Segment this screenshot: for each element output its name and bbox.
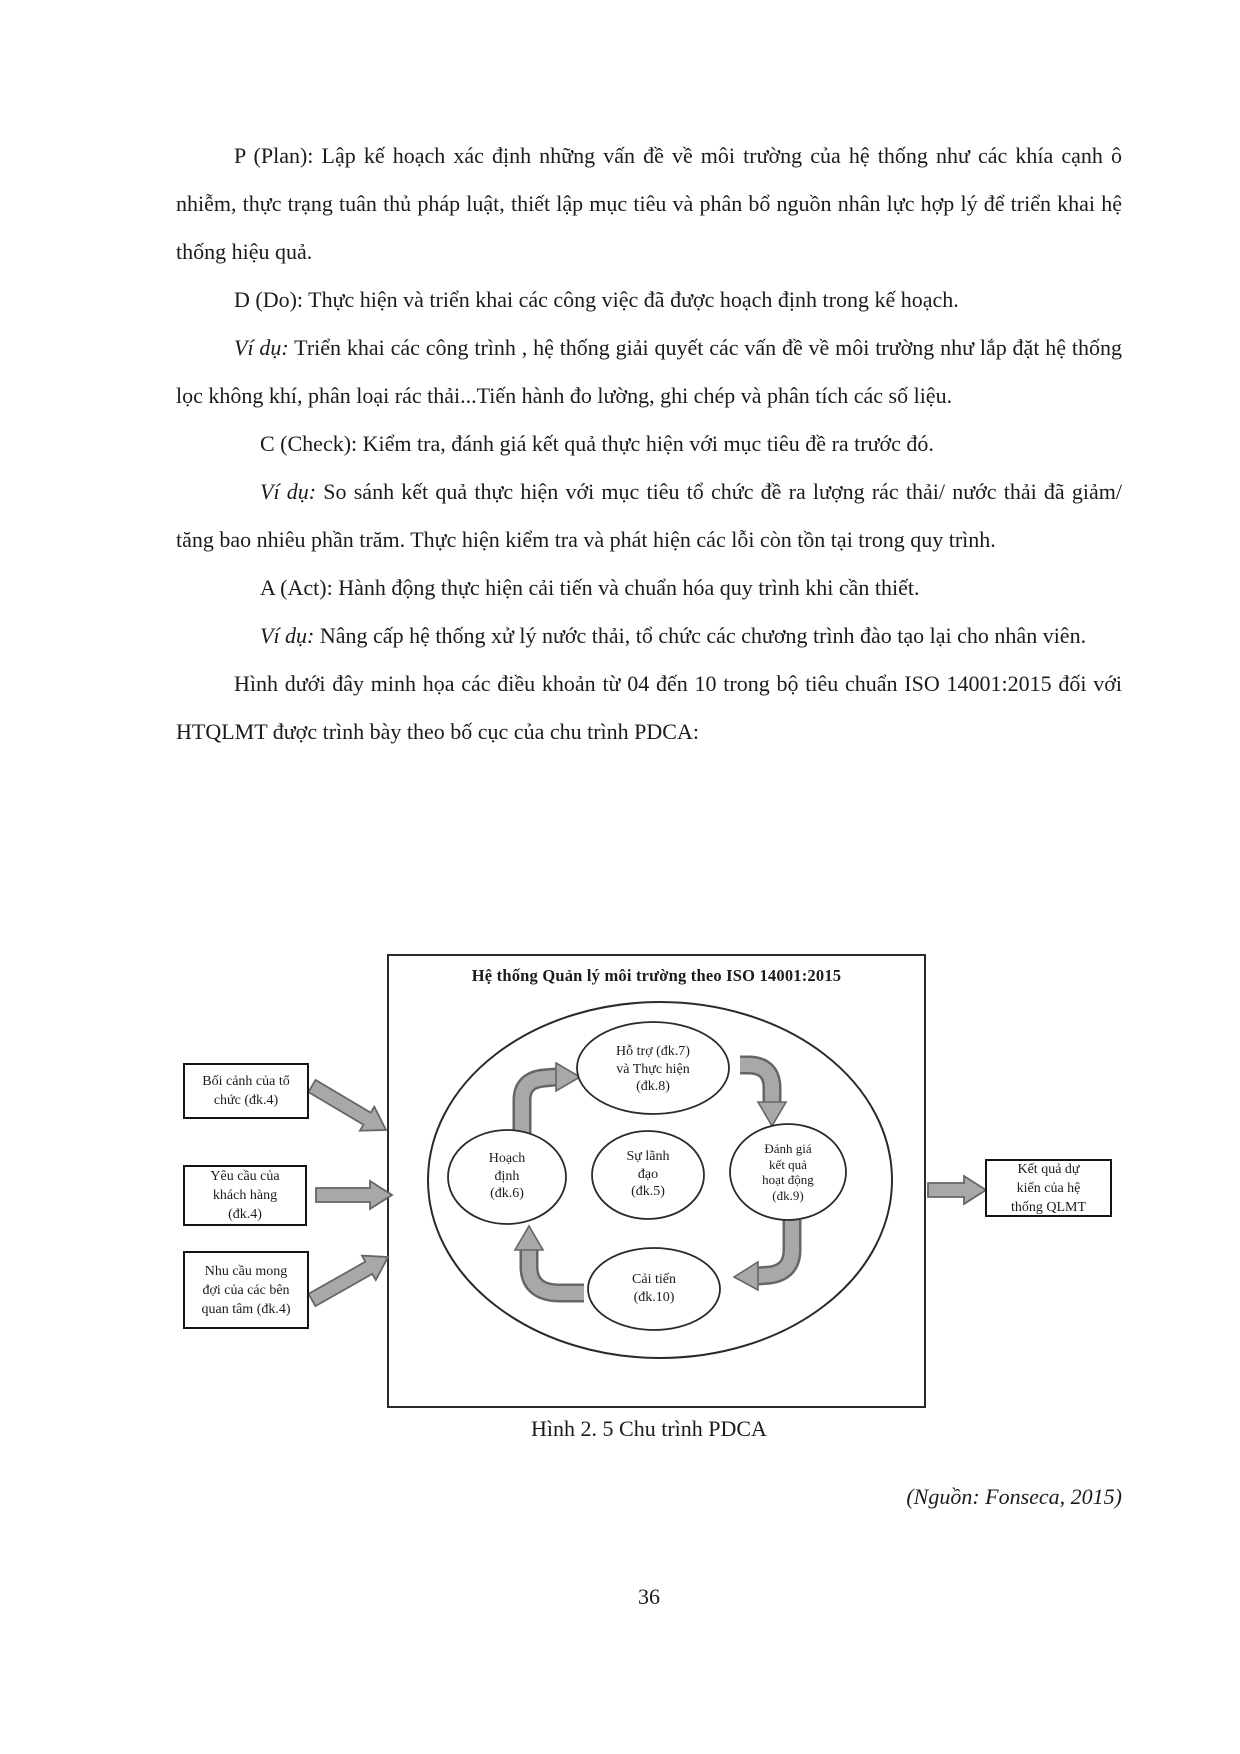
node-line: Hoạch	[488, 1151, 526, 1166]
node-line: (đk.5)	[631, 1184, 665, 1199]
output-box-line: kiến của hệ	[1016, 1180, 1081, 1196]
node-line: (đk.10)	[633, 1289, 675, 1305]
node-evaluate-label	[728, 1141, 848, 1203]
node-line: đạo	[637, 1166, 659, 1182]
paragraph-text: Triển khai các công trình , hệ thống giải quyết các vấn đề về môi trường như lắp đặt hệ thống lọc không khí, phân loại rác thải...Tiến hành đo lường, ghi chép và phân tích các số liệu.	[176, 335, 1122, 408]
paragraph-text: Hình dưới đây minh họa các điều khoản từ 04 đến 10 trong bộ tiêu chuẩn ISO 14001:2015 đối với HTQLMT được trình bày theo bố cục của chu trình PDCA:	[176, 671, 1122, 744]
input-box-customer-requirements	[183, 1165, 307, 1226]
arrow-customer-to-system	[316, 1181, 392, 1209]
paragraph-figure-intro	[176, 660, 1122, 756]
paragraph-d-do	[176, 276, 1122, 324]
paragraph-lead: Ví dụ:	[260, 623, 315, 648]
paragraph-vi-du-check	[176, 468, 1122, 564]
body-text	[176, 132, 1122, 756]
output-box-line: thống QLMT	[1010, 1199, 1087, 1215]
input-box-line: Nhu cầu mong	[204, 1263, 288, 1279]
page-number: 36	[638, 1584, 660, 1609]
input-box-line: quan tâm (đk.4)	[201, 1301, 291, 1317]
node-line: kết quả	[769, 1156, 807, 1172]
input-box-context	[183, 1063, 309, 1119]
node-line: Đánh giá	[764, 1141, 812, 1156]
input-box-line: (đk.4)	[228, 1207, 262, 1222]
input-box-line: chức (đk.4)	[213, 1093, 279, 1108]
input-box-line: Bối cảnh của tổ	[202, 1074, 290, 1089]
input-box-stakeholder-needs	[183, 1251, 309, 1329]
paragraph-p-plan	[176, 132, 1122, 276]
paragraph-lead: A (Act):	[260, 575, 333, 600]
arrow-needs-to-system	[309, 1256, 388, 1307]
node-line: hoạt động	[762, 1172, 814, 1187]
node-improve-label	[588, 1271, 720, 1306]
input-box-line: đợi của các bên	[202, 1282, 290, 1298]
figure-title: Hệ thống Quản lý môi trường theo ISO 14001:2015	[471, 966, 842, 985]
node-line: (đk.9)	[772, 1187, 804, 1203]
paragraph-vi-du-do	[176, 324, 1122, 420]
paragraph-c-check	[176, 420, 1122, 468]
node-support-label	[573, 1043, 733, 1096]
paragraph-text: Kiểm tra, đánh giá kết quả thực hiện với mục tiêu đề ra trước đó.	[357, 431, 934, 456]
paragraph-a-act	[176, 564, 1122, 612]
figure-caption: Hình 2. 5 Chu trình PDCA	[531, 1416, 767, 1441]
node-line: và Thực hiện	[616, 1061, 690, 1077]
paragraph-text: So sánh kết quả thực hiện với mục tiêu tổ chức đề ra lượng rác thải/ nước thải đã giảm/ tăng bao nhiêu phần trăm. Thực hiện kiểm tra và phát hiện các lỗi còn tồn tại trong quy trình.	[176, 479, 1122, 552]
output-box-expected-results	[985, 1159, 1112, 1217]
paragraph-vi-du-act	[176, 612, 1122, 660]
arrow-context-to-system	[308, 1080, 386, 1131]
input-box-line: Yêu cầu của	[210, 1169, 280, 1184]
node-line: (đk.8)	[636, 1079, 670, 1094]
node-plan-label	[447, 1150, 567, 1203]
node-line: Hỗ trợ (đk.7)	[616, 1044, 690, 1059]
paragraph-lead: C (Check):	[260, 431, 358, 456]
paragraph-text: Lập kế hoạch xác định những vấn đề về môi trường của hệ thống như các khía cạnh ô nhiễm, thực trạng tuân thủ pháp luật, thiết lập mục tiêu và phân bổ nguồn nhân lực hợp lý để triển khai hệ thống hiệu quả.	[176, 143, 1123, 264]
paragraph-text: Nâng cấp hệ thống xử lý nước thải, tổ chức các chương trình đào tạo lại cho nhân viên.	[314, 623, 1087, 648]
figure-source: (Nguồn: Fonseca, 2015)	[906, 1484, 1122, 1509]
paragraph-lead: Ví dụ:	[260, 479, 317, 504]
paragraph-lead: Ví dụ:	[234, 335, 289, 360]
node-line: (đk.6)	[490, 1186, 524, 1201]
paragraph-lead: D (Do):	[234, 287, 304, 312]
node-line: Sự lãnh	[626, 1149, 670, 1164]
input-box-line: khách hàng	[212, 1188, 278, 1203]
node-line: Cải tiến	[632, 1272, 676, 1287]
paragraph-text: Hành động thực hiện cải tiến và chuẩn hóa quy trình khi cần thiết.	[332, 575, 920, 600]
arrow-system-to-output	[928, 1176, 986, 1204]
output-box-line: Kết quả dự	[1017, 1161, 1080, 1177]
node-line: định	[494, 1168, 520, 1184]
node-leadership-label	[588, 1148, 708, 1201]
paragraph-lead: P (Plan):	[234, 143, 314, 168]
paragraph-text: Thực hiện và triển khai các công việc đã được hoạch định trong kế hoạch.	[303, 287, 959, 312]
